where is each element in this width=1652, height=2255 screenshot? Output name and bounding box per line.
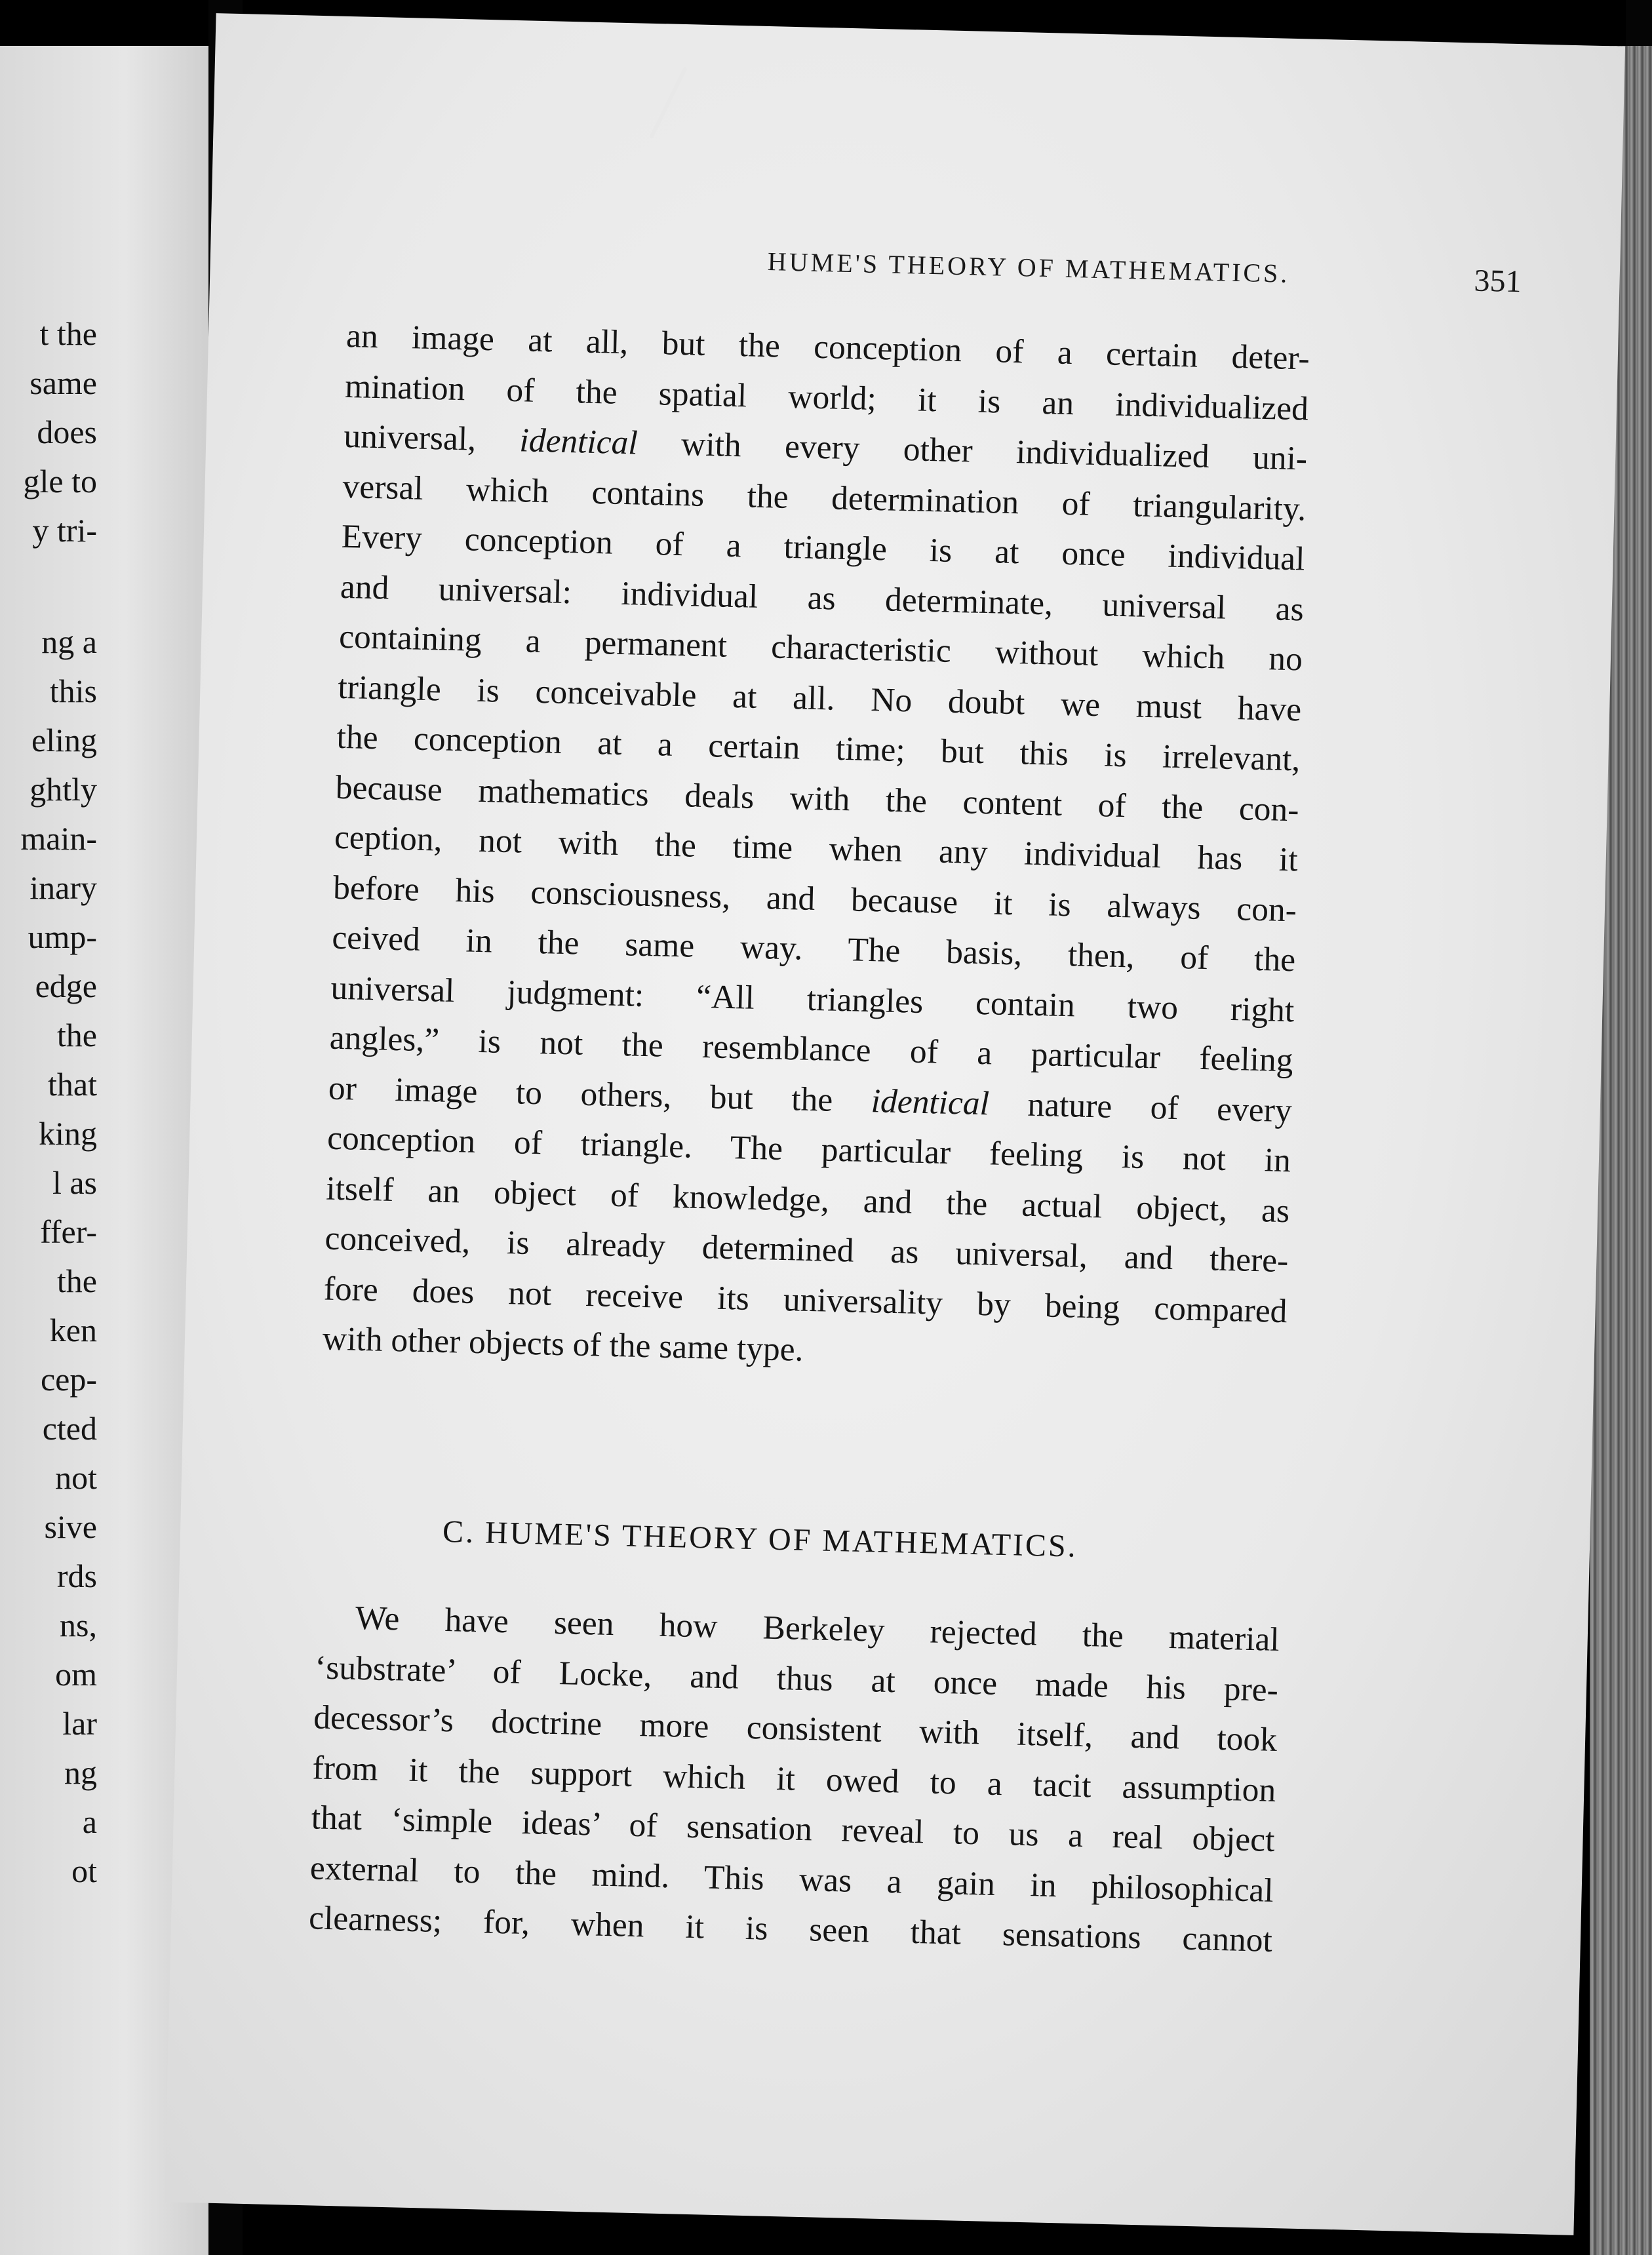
previous-page-fragment: that xyxy=(48,1066,97,1103)
paragraph-continued xyxy=(322,311,1310,1387)
text-line: because mathematics deals with the content of the con- xyxy=(335,768,1300,829)
text-line: decessor’s doctrine more consistent with itself, and took xyxy=(313,1698,1278,1759)
text-line: itself an object of knowledge, and the actual object, as xyxy=(325,1169,1290,1230)
previous-page-fragment: ng a xyxy=(41,623,97,660)
previous-page-fragment: main- xyxy=(20,820,97,857)
previous-page-fragment: ghtly xyxy=(30,771,97,808)
text-line: external to the mind. This was a gain in philosophical xyxy=(309,1849,1274,1910)
previous-page-fragment: does xyxy=(37,414,97,450)
previous-page-fragment: cep- xyxy=(40,1361,97,1398)
previous-page-fragment: y tri- xyxy=(32,512,97,549)
previous-page-fragment: lar xyxy=(62,1705,97,1742)
previous-page-fragment: not xyxy=(55,1459,97,1496)
text-line: conception of triangle. The particular feeling is not in xyxy=(326,1119,1291,1180)
section-heading: C. HUME'S THEORY OF MATHEMATICS. xyxy=(442,1514,1078,1564)
previous-page-fragment: ot xyxy=(71,1853,97,1889)
previous-page-fragment: ns, xyxy=(60,1607,97,1643)
text-line: versal which contains the determination of triangularity. xyxy=(342,467,1307,528)
text-line: fore does not receive its universality by being compared xyxy=(323,1270,1288,1330)
text-line: that ‘simple ideas’ of sensation reveal to us a real object xyxy=(311,1799,1276,1859)
previous-page-fragment: edge xyxy=(35,968,97,1004)
previous-page-fragment: t the xyxy=(39,315,97,352)
previous-page-fragment: sive xyxy=(44,1508,97,1545)
text-line: universal, identical with every other individualized uni- xyxy=(343,417,1308,478)
previous-page-fragment: cted xyxy=(42,1410,97,1447)
text-line: ceived in the same way. The basis, then, of the xyxy=(331,918,1296,979)
running-head xyxy=(578,241,1522,300)
previous-page-fragment: same xyxy=(30,364,97,401)
previous-page-fragment: rds xyxy=(56,1558,97,1594)
text-line: ception, not with the time when any individual has it xyxy=(334,818,1299,879)
previous-page-fragment: l as xyxy=(52,1164,97,1201)
book-page xyxy=(165,13,1625,2235)
previous-page-fragment: ng xyxy=(64,1754,97,1791)
previous-page-fragment: gle to xyxy=(23,463,97,500)
text-line: ‘substrate’ of Locke, and thus at once made his pre- xyxy=(314,1648,1279,1709)
paragraph-section-c xyxy=(308,1592,1280,1966)
text-line: mination of the spatial world; it is an individualized xyxy=(344,367,1309,428)
previous-page-fragment: ken xyxy=(49,1312,97,1348)
text-line: the conception at a certain time; but this is irrelevant, xyxy=(336,718,1301,779)
text-line: or image to others, but the identical nature of every xyxy=(328,1069,1293,1129)
previous-page-fragment: king xyxy=(39,1115,97,1152)
text-line: triangle is conceivable at all. No doubt we must have xyxy=(337,668,1302,728)
text-line: before his consciousness, and because it is always con- xyxy=(332,869,1297,929)
text-line: with other objects of the same type. xyxy=(322,1320,804,1369)
previous-page-fragment: eling xyxy=(31,722,97,758)
previous-page-fragment: ump- xyxy=(28,918,97,955)
previous-page-fragment: the xyxy=(56,1263,97,1299)
previous-page-fragment: ffer- xyxy=(40,1213,97,1250)
previous-page-fragment: a xyxy=(82,1803,97,1840)
running-title: HUME'S THEORY OF MATHEMATICS. xyxy=(767,246,1290,288)
text-line: angles,” is not the resemblance of a particular feeling xyxy=(329,1019,1294,1080)
text-line: clearness; for, when it is seen that sensations cannot xyxy=(308,1899,1273,1959)
text-line: Every conception of a triangle is at once individual xyxy=(341,517,1306,578)
text-line: conceived, is already determined as universal, and there- xyxy=(324,1219,1289,1280)
text-line: an image at all, but the conception of a certain deter- xyxy=(345,317,1310,378)
previous-page-fragment: the xyxy=(56,1017,97,1053)
text-line: universal judgment: “All triangles contain two right xyxy=(330,969,1295,1029)
text-line: containing a permanent characteristic without which no xyxy=(338,618,1303,678)
page-number: 351 xyxy=(1473,263,1522,300)
previous-page-fragment: inary xyxy=(30,869,97,906)
text-line: We have seen how Berkeley rejected the material xyxy=(355,1599,1280,1659)
previous-page-fragment: om xyxy=(55,1656,97,1693)
page-mark xyxy=(649,66,688,138)
text-line: and universal: individual as determinate, universal as xyxy=(340,568,1305,628)
text-line: from it the support which it owed to a tacit assumption xyxy=(311,1748,1276,1809)
previous-page-fragment: this xyxy=(49,673,97,709)
